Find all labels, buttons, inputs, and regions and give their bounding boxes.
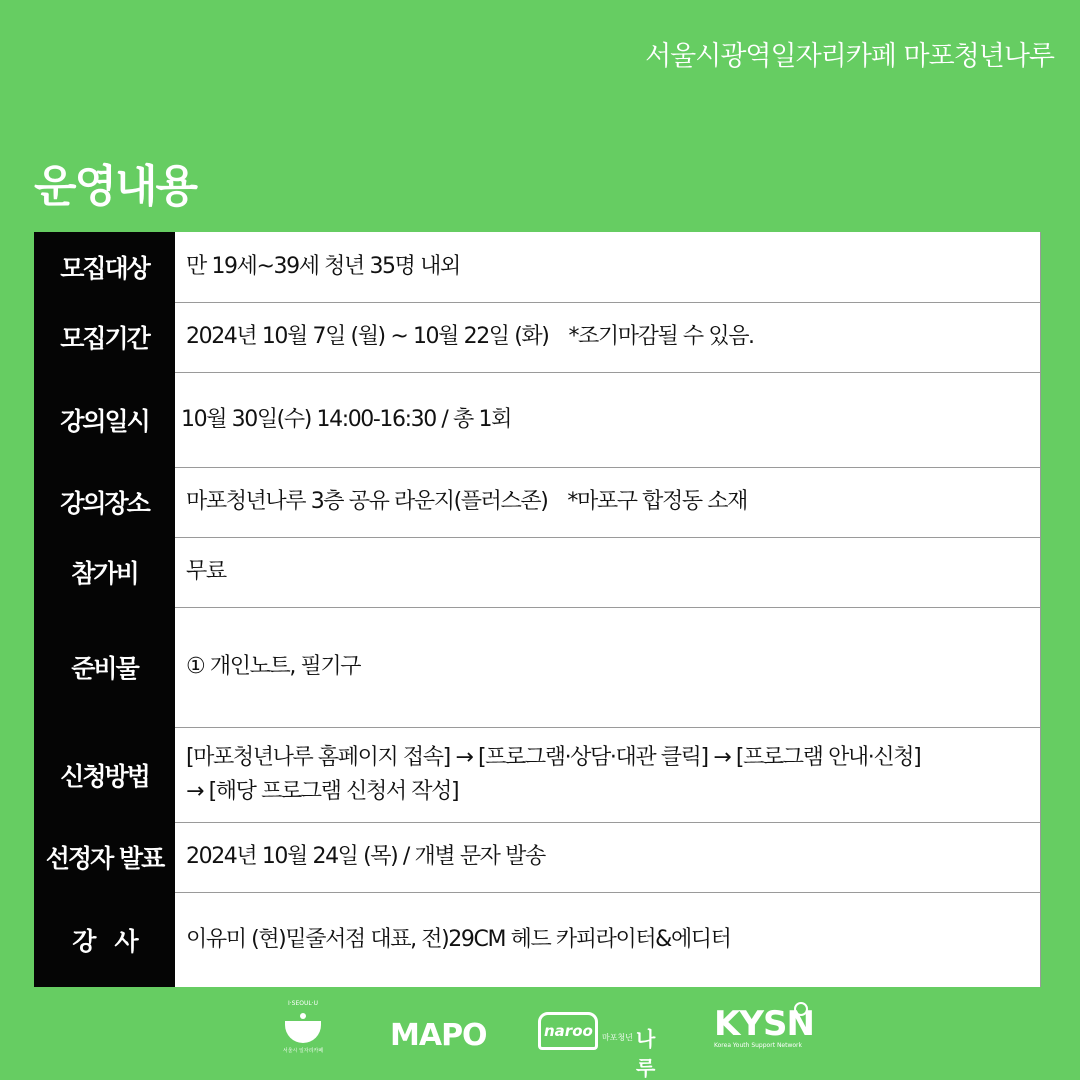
antenna-icon: [794, 1002, 808, 1016]
table-row-lecture-place: [34, 467, 1041, 537]
row-label: 참가비: [34, 537, 175, 607]
value-text: 만 19세~39세 청년 35명 내외: [186, 253, 460, 279]
row-value: [175, 467, 1041, 537]
brand-name: 서울시광역일자리카페 마포청년나루: [645, 41, 1054, 72]
value-text: 이유미 (현)밑줄서점 대표, 전)29CM 헤드 카피라이터&에디터: [186, 926, 731, 952]
row-value: [175, 372, 1041, 467]
footer-logos: [0, 1000, 1080, 1080]
value-text-line2: → [해당 프로그램 신청서 작성]: [186, 778, 459, 804]
row-label: 강의일시: [34, 372, 175, 467]
naroo-logo-en: naroo: [544, 1022, 593, 1040]
table-row-lecture-datetime: [34, 372, 1041, 467]
iseoul-logo: [278, 1000, 328, 1062]
table-row-supplies: [34, 607, 1041, 727]
row-value: [175, 892, 1041, 987]
value-note: *마포구 합정동 소재: [567, 489, 747, 514]
value-text: [마포청년나루 홈페이지 접속] → [프로그램·상담·대관 클릭] → [프로그램 안내·신청]: [186, 744, 921, 770]
value-note: *조기마감될 수 있음.: [568, 324, 754, 349]
row-value: [175, 607, 1041, 727]
row-value: [175, 727, 1041, 822]
kysn-logo-mark: KYSN: [714, 1004, 814, 1044]
kysn-logo-sub: Korea Youth Support Network: [714, 1042, 802, 1049]
row-label: 강 사: [34, 892, 175, 987]
info-table: [34, 232, 1041, 987]
value-text: 10월 30일(수) 14:00-16:30 / 총 1회: [181, 406, 511, 432]
value-text: 2024년 10월 7일 (월) ~ 10월 22일 (화): [186, 324, 549, 349]
naroo-logo-ko: 나루: [636, 1027, 656, 1080]
mapo-logo: MAPO: [390, 1018, 487, 1053]
row-value: [175, 232, 1041, 302]
value-text: 무료: [186, 559, 226, 584]
row-label: 신청방법: [34, 727, 175, 822]
naroo-logo-sub: 마포청년: [602, 1033, 633, 1042]
iseoul-logo-footer: 서울시 일자리카페: [282, 1048, 324, 1054]
row-label: 준비물: [34, 607, 175, 727]
section-title: 운영내용: [34, 161, 197, 212]
value-text: 2024년 10월 24일 (목) / 개별 문자 발송: [186, 844, 545, 869]
iseoul-logo-caption: I·SEOUL·U: [287, 1000, 319, 1007]
value-text: ① 개인노트, 필기구: [186, 654, 361, 679]
table-row-apply-method: [34, 727, 1041, 822]
row-label: 선정자 발표: [34, 822, 175, 892]
naroo-logo: [538, 1008, 668, 1080]
table-row-recruit-target: [34, 232, 1041, 302]
table-row-fee: [34, 537, 1041, 607]
table-row-recruit-period: [34, 302, 1041, 372]
row-value: [175, 822, 1041, 892]
row-value: [175, 302, 1041, 372]
table-row-instructor: [34, 892, 1041, 987]
kysn-logo: [714, 1004, 814, 1060]
value-text: 마포청년나루 3층 공유 라운지(플러스존): [186, 489, 548, 514]
row-label: 모집대상: [34, 232, 175, 302]
row-label: 강의장소: [34, 467, 175, 537]
row-value: [175, 537, 1041, 607]
row-label: 모집기간: [34, 302, 175, 372]
bowl-icon: [285, 1021, 321, 1043]
table-row-announcement: [34, 822, 1041, 892]
